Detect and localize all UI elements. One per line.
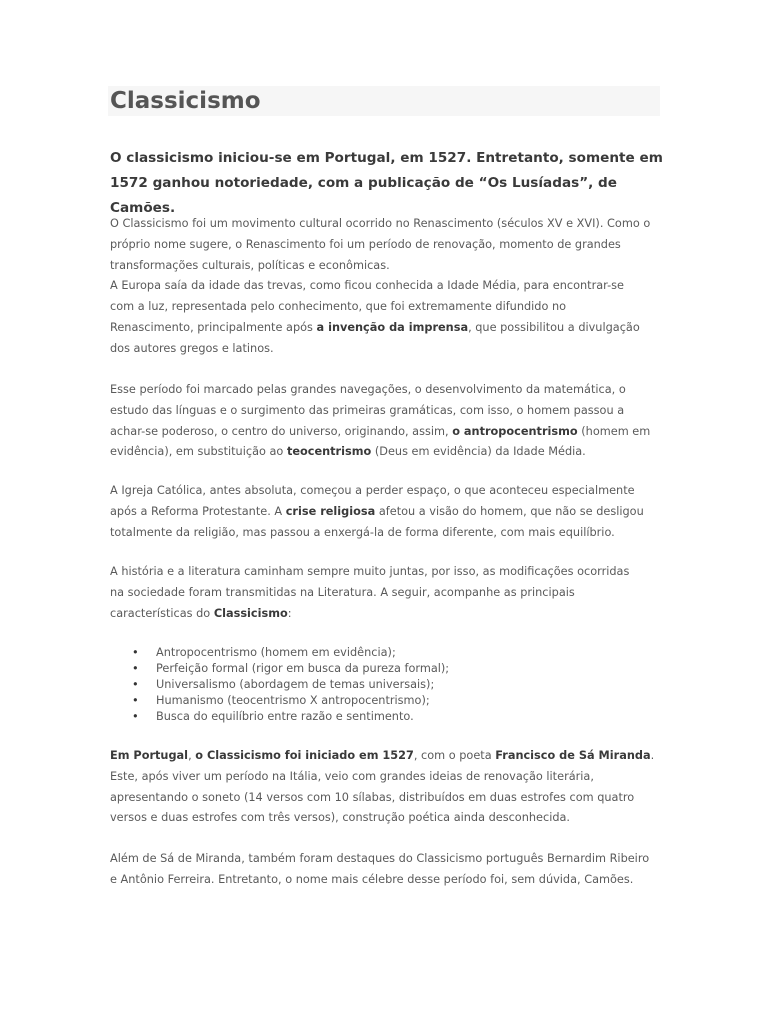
list-item-text: Universalismo (abordagem de temas universais); xyxy=(156,678,435,691)
p2-line2: estudo das línguas e o surgimento das primeiras gramáticas, com isso, o homem passou a xyxy=(110,403,625,417)
paragraph-4 xyxy=(110,562,665,624)
p2-line1: Esse período foi marcado pelas grandes navegações, o desenvolvimento da matemática, o xyxy=(110,383,626,396)
p5-line3: apresentando o soneto (14 versos com 10 sílabas, distribuídos em duas estrofes com quatro xyxy=(110,790,635,804)
p5-line1-mid1: , xyxy=(188,749,196,762)
p3-line2-bold: crise religiosa xyxy=(285,504,376,518)
p3-line3: totalmente da religião, mas passou a enxergá-la de forma diferente, com mais equilíbrio. xyxy=(110,525,615,539)
p2-line4-pre: evidência), em substituição ao xyxy=(110,445,287,459)
p4-line2: na sociedade foram transmitidas na Literatura. A seguir, acompanhe as principais xyxy=(110,585,575,599)
p5-line1-bold2: o Classicismo foi iniciado em 1527 xyxy=(195,749,414,762)
list-item-text: Perfeição formal (rigor em busca da pureza formal); xyxy=(156,662,450,675)
list-item xyxy=(110,709,665,725)
p1-line5: com a luz, representada pelo conhecimento, que foi extremamente difundido no xyxy=(110,300,567,314)
p5-line4: versos e duas estrofes com três versos), construção poética ainda desconhecida. xyxy=(110,811,571,825)
p5-line1-post: . xyxy=(650,749,655,762)
p1-line1: O Classicismo foi um movimento cultural ocorrido no Renascimento (séculos XV e XVI). Como o xyxy=(110,217,651,230)
p5-line1-mid2: , com o poeta xyxy=(413,749,496,762)
bullet-icon: • xyxy=(132,694,139,707)
list-item-text: Busca do equilíbrio entre razão e sentimento. xyxy=(156,710,414,723)
p2-line3-pre: achar-se poderoso, o centro do universo, originando, assim, xyxy=(110,424,453,438)
list-item xyxy=(110,645,665,661)
list-item xyxy=(110,677,665,693)
p2-line3-bold: o antropocentrismo xyxy=(452,424,578,438)
p1-line3: transformações culturais, políticas e econômicas. xyxy=(110,258,390,272)
list-item xyxy=(110,661,665,677)
bullet-icon: • xyxy=(132,678,139,691)
p3-line1: A Igreja Católica, antes absoluta, começou a perder espaço, o que aconteceu especialmente xyxy=(110,484,635,497)
p1-line7: dos autores gregos e latinos. xyxy=(110,341,274,355)
list-item-text: Humanismo (teocentrismo X antropocentrismo); xyxy=(156,694,430,707)
characteristics-list xyxy=(110,645,665,725)
p1-line2: próprio nome sugere, o Renascimento foi um período de renovação, momento de grandes xyxy=(110,237,621,251)
paragraph-2 xyxy=(110,380,665,463)
p1-line6-pre: Renascimento, principalmente após xyxy=(110,320,317,334)
list-item-text: Antropocentrismo (homem em evidência); xyxy=(156,646,396,659)
p3-line2-post: afetou a visão do homem, que não se desligou xyxy=(375,504,644,518)
p5-line1-bold1: Em Portugal xyxy=(110,749,189,762)
p2-line4-post: (Deus em evidência) da Idade Média. xyxy=(371,445,586,459)
bullet-icon: • xyxy=(132,710,139,723)
p2-line4-bold: teocentrismo xyxy=(286,445,372,459)
paragraph-3 xyxy=(110,481,665,543)
list-item xyxy=(110,693,665,709)
p4-line3-pre: características do xyxy=(110,606,214,620)
paragraph-1 xyxy=(110,214,665,360)
p2-line3-post: (homem em xyxy=(577,424,651,438)
p1-line6-bold: a invenção da imprensa xyxy=(316,320,469,334)
p6-line1: Além de Sá de Miranda, também foram destaques do Classicismo português Bernardim Ribeiro xyxy=(110,852,650,865)
bullet-icon: • xyxy=(132,662,139,675)
p4-line1: A história e a literatura caminham sempre muito juntas, por isso, as modificações ocorridas xyxy=(110,565,630,578)
p1-line6-post: , que possibilitou a divulgação xyxy=(468,320,640,334)
bullet-icon: • xyxy=(132,646,139,659)
p4-line3-bold: Classicismo xyxy=(213,606,288,620)
p3-line2-pre: após a Reforma Protestante. A xyxy=(110,504,286,518)
paragraph-6 xyxy=(110,849,665,891)
p4-line3-post: : xyxy=(287,606,292,620)
p6-line2: e Antônio Ferreira. Entretanto, o nome mais célebre desse período foi, sem dúvida, Camões. xyxy=(110,872,634,886)
lead-paragraph: O classicismo iniciou-se em Portugal, em 1527. Entretanto, somente em 1572 ganhou notoriedade, com a publicação de “Os Lusíadas”, de Camões. xyxy=(110,150,663,216)
p5-line1-bold3: Francisco de Sá Miranda xyxy=(495,749,651,762)
p5-line2: Este, após viver um período na Itália, veio com grandes ideias de renovação literária, xyxy=(110,769,594,783)
p1-line4: A Europa saía da idade das trevas, como ficou conhecida a Idade Média, para encontrar-se xyxy=(110,279,625,293)
page-title: Classicismo xyxy=(110,88,261,114)
paragraph-5 xyxy=(110,746,665,829)
